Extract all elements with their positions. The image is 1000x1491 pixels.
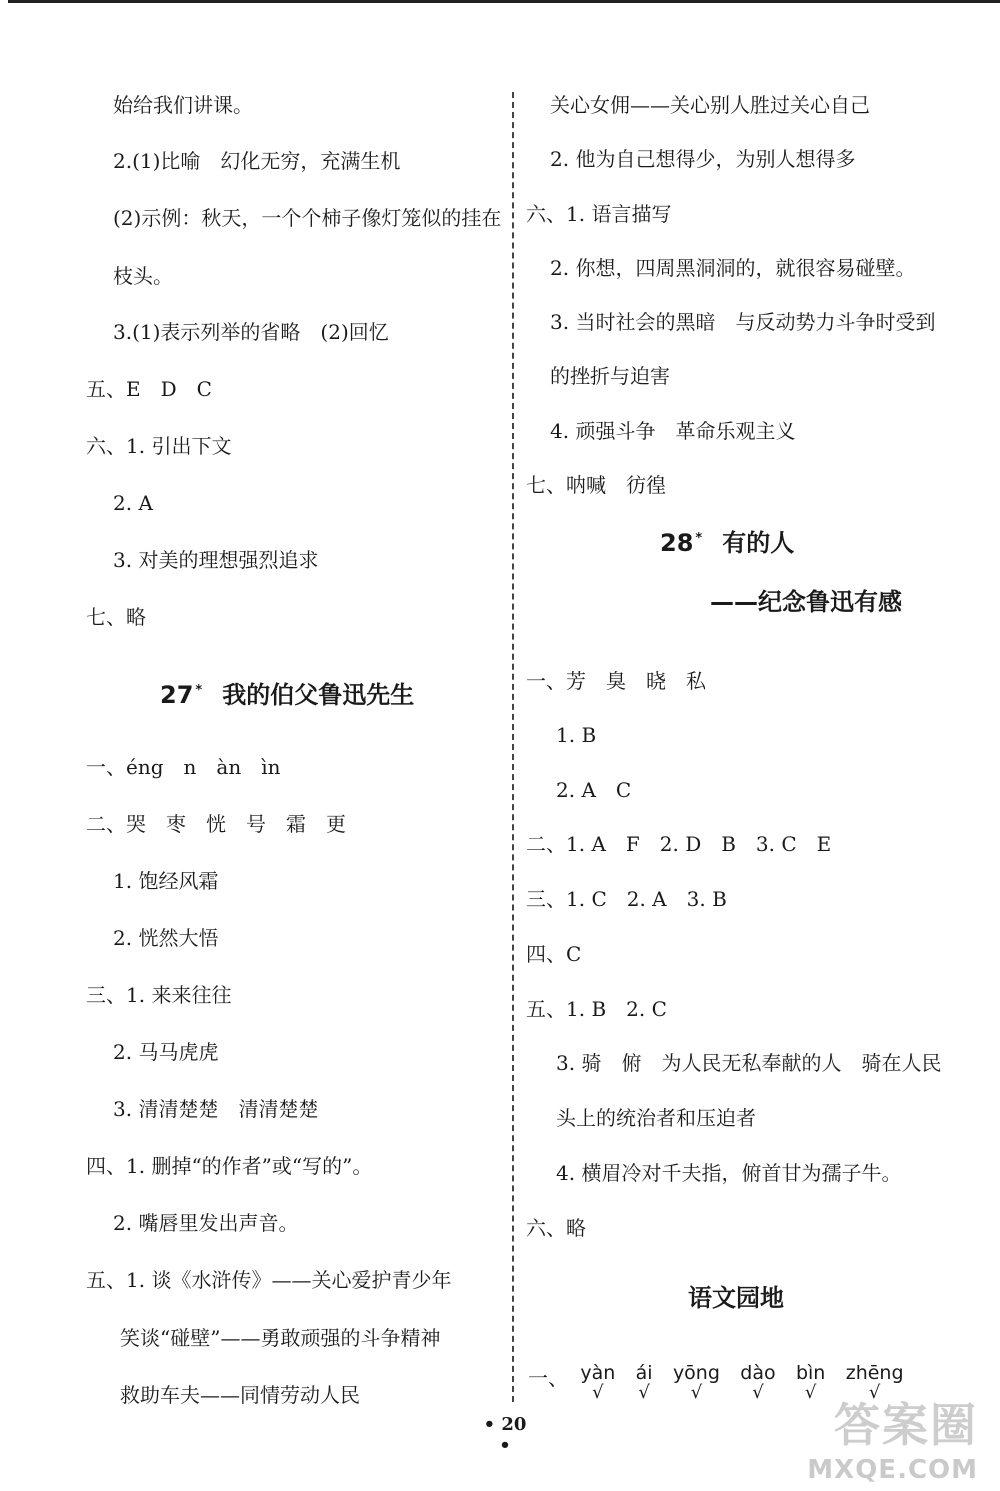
answer-line: 五、1. 谈《水浒传》——关心爱护青少年: [86, 1268, 452, 1292]
answer-line: 六、1. 引出下文: [86, 434, 232, 458]
watermark: [807, 1389, 978, 1485]
answer-line: 2.(1)比喻 幻化无穷，充满生机: [113, 149, 401, 173]
pinyin-text: yàn: [580, 1362, 616, 1384]
answer-line: (2)示例：秋天，一个个柿子像灯笼似的挂在: [113, 206, 502, 230]
column-divider: [512, 92, 514, 1402]
check-icon: √: [690, 1382, 703, 1403]
section-title: 语文园地: [688, 1284, 784, 1312]
pinyin-item: [740, 1362, 775, 1402]
check-icon: √: [592, 1382, 604, 1403]
pinyin-item: [673, 1362, 720, 1402]
answer-line: 2. A C: [556, 778, 632, 802]
answer-line: 的挫折与迫害: [550, 364, 670, 388]
pinyin-text: dào: [740, 1362, 776, 1384]
lesson-28-heading: [660, 524, 794, 558]
answer-line: 救助车夫——同情劳动人民: [120, 1383, 360, 1407]
answer-line: 2. 嘴唇里发出声音。: [113, 1211, 299, 1235]
check-icon: √: [868, 1382, 881, 1403]
lesson-number: 28: [660, 529, 694, 557]
answer-line: 二、哭 枣 恍 号 霜 更: [86, 812, 346, 836]
watermark-logo-text: 答案圈: [834, 1398, 978, 1452]
answer-line: 3. 对美的理想强烈追求: [113, 548, 319, 572]
answer-line: 笑谈“碰壁”——勇敢顽强的斗争精神: [120, 1326, 441, 1350]
answer-line: 4. 横眉冷对千夫指，俯首甘为孺子牛。: [556, 1161, 902, 1185]
pinyin-prefix: 一、: [528, 1366, 568, 1390]
answer-line: 4. 顽强斗争 革命乐观主义: [550, 419, 796, 443]
pinyin-item: [636, 1362, 653, 1402]
answer-line: 3. 当时社会的黑暗 与反动势力斗争时受到: [550, 310, 936, 334]
answer-line: 七、呐喊 彷徨: [526, 473, 666, 497]
answer-line: 六、略: [526, 1216, 586, 1240]
answer-line: 3.(1)表示列举的省略 (2)回忆: [113, 320, 389, 344]
check-icon: √: [638, 1382, 650, 1403]
answer-line: 2. A: [113, 491, 153, 515]
check-icon: √: [804, 1382, 817, 1403]
lesson-title: 有的人: [722, 529, 795, 557]
answer-line: 五、E D C: [86, 377, 212, 401]
lesson-28-subtitle: ——纪念鲁迅有感: [710, 588, 902, 616]
answer-line: 2. 他为自己想得少，为别人想得多: [550, 147, 856, 171]
answer-line: 一、芳 臭 晓 私: [526, 669, 706, 693]
lesson-title: 我的伯父鲁迅先生: [222, 681, 415, 709]
watermark-url: MXQE.COM: [807, 1455, 978, 1485]
answer-line: 2. 恍然大悟: [113, 926, 219, 950]
answer-line: 七、略: [86, 605, 146, 629]
lesson-star: *: [195, 683, 203, 698]
answer-line: 二、1. A F 2. D B 3. C E: [526, 832, 832, 856]
answer-line: 1. B: [556, 723, 597, 747]
lesson-star: *: [695, 531, 703, 546]
answer-line: 2. 你想，四周黑洞洞的，就很容易碰壁。: [550, 256, 916, 280]
answer-line: 三、1. 来来往往: [86, 983, 232, 1007]
pinyin-text: ái: [635, 1362, 653, 1384]
answer-line: 1. 饱经风霜: [113, 869, 219, 893]
lesson-number: 27: [160, 681, 194, 709]
check-icon: √: [752, 1382, 764, 1403]
answer-line: 枝头。: [113, 264, 173, 288]
pinyin-item: [580, 1362, 615, 1402]
answer-line: 四、1. 删掉“的作者”或“写的”。: [86, 1154, 373, 1178]
answer-line: 六、1. 语言描写: [526, 202, 672, 226]
page-number: • 20 •: [483, 1414, 527, 1456]
answer-line: 3. 骑 俯 为人民无私奉献的人 骑在人民: [556, 1051, 942, 1075]
answer-line: 四、C: [526, 942, 582, 966]
answer-line: 头上的统治者和压迫者: [556, 1106, 756, 1130]
answer-line: 3. 清清楚楚 清清楚楚: [113, 1097, 319, 1121]
answer-line: 五、1. B 2. C: [526, 997, 667, 1021]
pinyin-text: yōng: [672, 1362, 720, 1384]
pinyin-text: bìn: [795, 1362, 826, 1384]
answer-line: 三、1. C 2. A 3. B: [526, 887, 727, 911]
answer-line: 一、éng n àn ìn: [86, 755, 281, 779]
pinyin-text: zhēng: [845, 1362, 904, 1384]
answer-line: 关心女佣——关心别人胜过关心自己: [550, 93, 870, 117]
answer-line: 始给我们讲课。: [113, 93, 253, 117]
top-rule: [8, 0, 1000, 3]
lesson-27-heading: [160, 676, 414, 710]
answer-line: 2. 马马虎虎: [113, 1040, 219, 1064]
